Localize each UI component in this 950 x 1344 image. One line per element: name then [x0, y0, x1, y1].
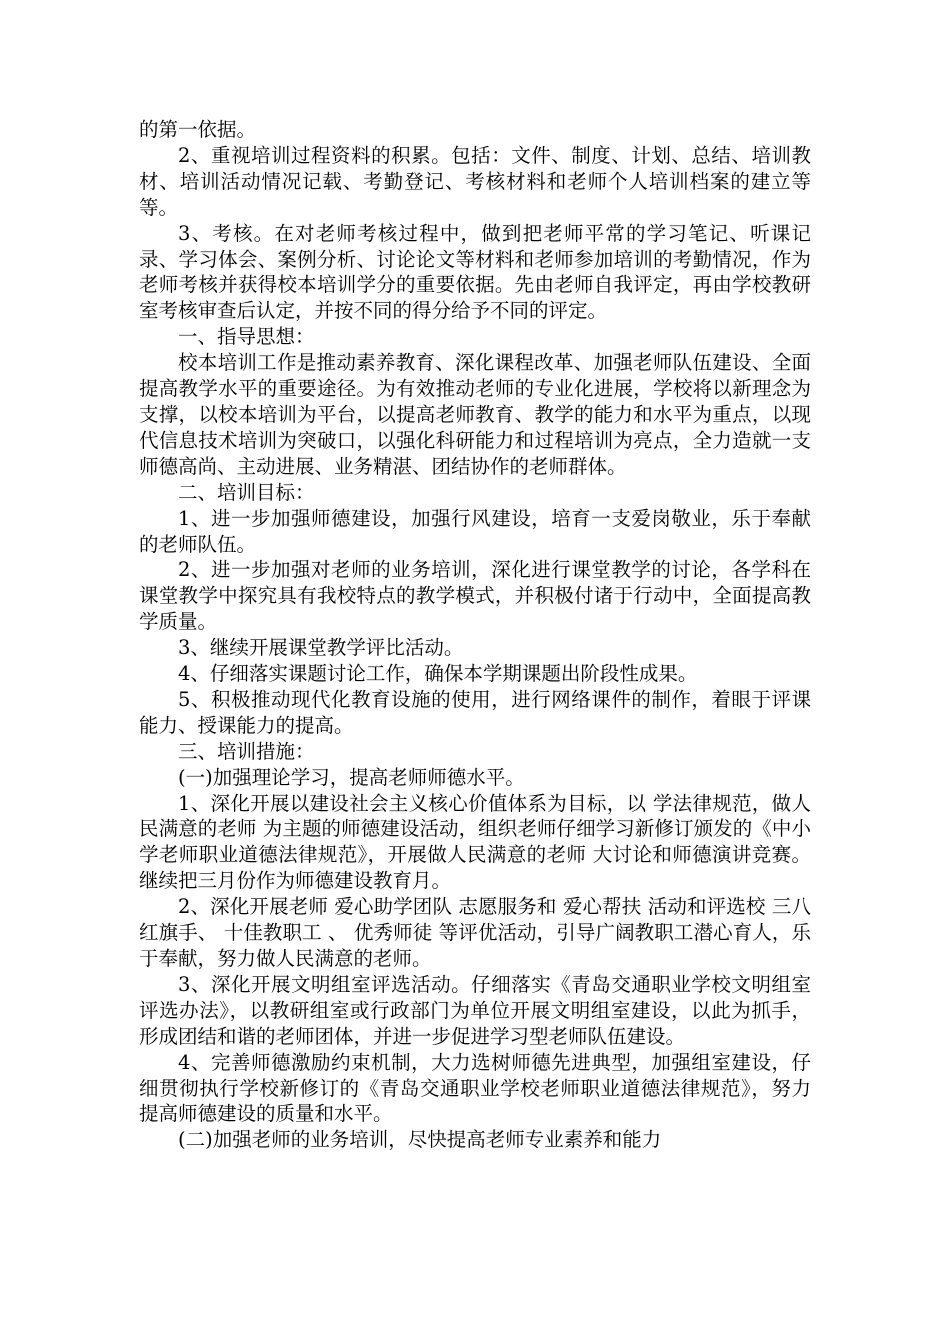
measure-item-4: 4、完善师德激励约束机制，大力选树师德先进典型，加强组室建设，仔细贯彻执行学校新修订的《青岛交通职业学校老师职业道德法律规范》，努力提高师德建设的质量和水平。 [139, 1050, 811, 1126]
paragraph-guiding-thought: 校本培训工作是推动素养教育、深化课程改革、加强老师队伍建设、全面提高教学水平的重要途径。为有效推动老师的专业化进展，学校将以新理念为支撑，以校本培训为平台，以提高老师教育、教学的能力和水平为重点，以现代信息技术培训为突破口，以强化科研能力和过程培训为亮点，全力造就一支师德高尚、主动进展、业务精湛、团结协作的老师群体。 [139, 351, 811, 478]
subheading-business-training: (二)加强老师的业务培训，尽快提高老师专业素养和能力 [178, 1128, 662, 1152]
paragraph-assessment: 3、考核。在对老师考核过程中，做到把老师平常的学习笔记、听课记录、学习体会、案例分析、讨论论文等材料和老师参加培训的考勤情况，作为老师考核并获得校本培训学分的重要依据。先由老师自我评定，再由学校教研室考核审查后认定，并按不同的得分给予不同的评定。 [139, 221, 811, 323]
measure-item-1: 1、深化开展以建设社会主义核心价值体系为目标，以 学法律规范，做人民满意的老师 为主题的师德建设活动，组织老师仔细学习新修订颁发的《中小学老师职业道德法律规范》，开展做人民满意的老师 大讨论和师德演讲竞赛。继续把三月份作为师德建设教育月。 [139, 791, 811, 893]
paragraph-training-records: 2、重视培训过程资料的积累。包括：文件、制度、计划、总结、培训教材、培训活动情况记载、考勤登记、考核材料和老师个人培训档案的建立等等。 [139, 143, 811, 219]
goal-item-3: 3、继续开展课堂教学评比活动。 [178, 636, 464, 660]
document-body [139, 117, 811, 1153]
goal-item-1: 1、进一步加强师德建设，加强行风建设，培育一支爱岗敬业，乐于奉献的老师队伍。 [139, 506, 811, 556]
goal-item-2: 2、进一步加强对老师的业务培训，深化进行课堂教学的讨论，各学科在课堂教学中探究具有我校特点的教学模式，并积极付诸于行动中，全面提高教学质量。 [139, 558, 811, 634]
goal-item-5: 5、积极推动现代化教育设施的使用，进行网络课件的制作，着眼于评课能力、授课能力的提高。 [139, 687, 811, 737]
measure-item-3: 3、深化开展文明组室评选活动。仔细落实《青岛交通职业学校文明组室评选办法》，以教研组室或行政部门为单位开展文明组室建设，以此为抓手，形成团结和谐的老师团体，并进一步促进学习型老师队伍建设。 [139, 972, 811, 1048]
heading-training-goals: 二、培训目标： [178, 480, 315, 504]
goal-item-4: 4、仔细落实课题讨论工作，确保本学期课题出阶段性成果。 [178, 662, 698, 686]
measure-item-2: 2、深化开展老师 爱心助学团队 志愿服务和 爱心帮扶 活动和评选校 三八 红旗手、 十佳教职工 、 优秀师徒 等评优活动，引导广阔教职工潜心育人，乐于奉献，努力做人民满意的老师。 [139, 895, 811, 970]
paragraph-continuation: 的第一依据。 [139, 118, 257, 141]
heading-guiding-thought: 一、指导思想： [178, 325, 315, 349]
subheading-theory-study: (一)加强理论学习，提高老师师德水平。 [178, 765, 525, 789]
heading-training-measures: 三、培训措施： [178, 739, 315, 763]
